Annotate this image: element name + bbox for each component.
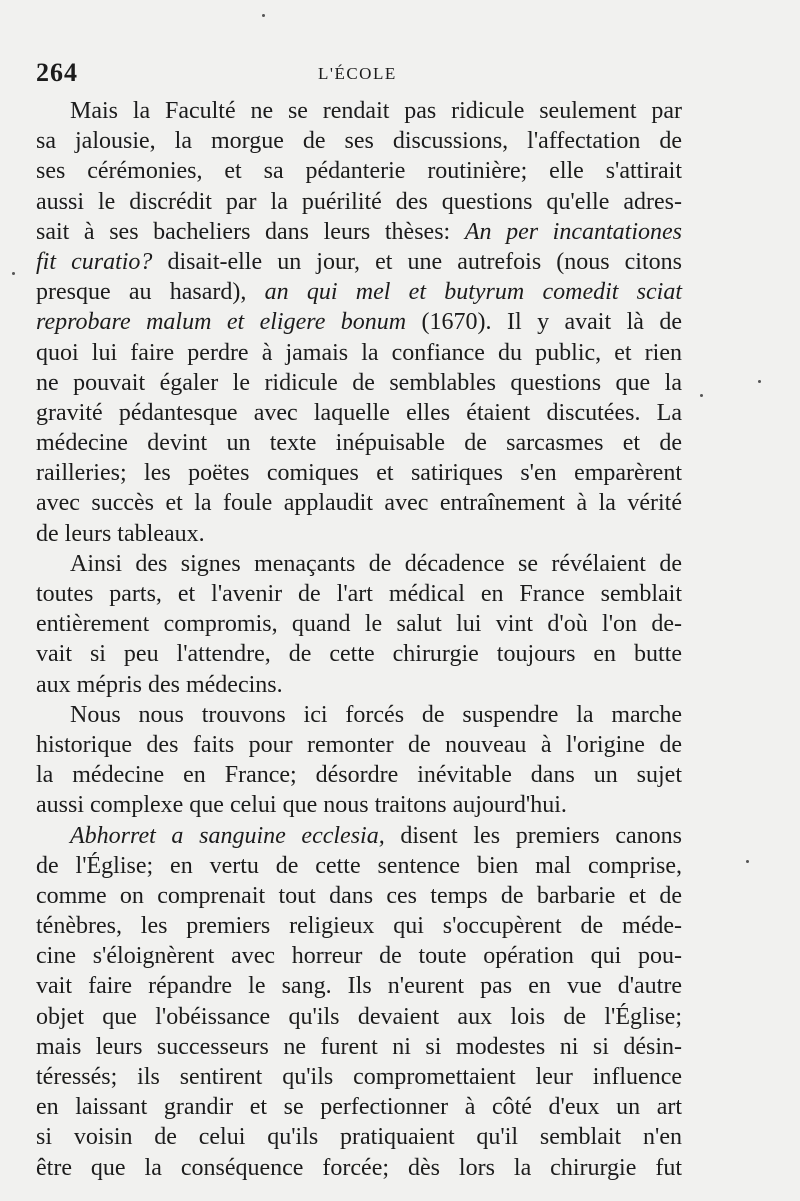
text-line [36,609,682,639]
text-line [36,971,682,1001]
text-line [36,458,682,488]
italic-latin-text: an qui mel et butyrum comedit sciat [264,279,683,306]
body-text [36,96,682,1183]
text-segment: en laissant grandir et se perfectionner à côté d'eux un art [36,1094,682,1121]
text-segment: la médecine en France; désordre inévitable dans un sujet [36,762,682,789]
text-line [36,670,682,700]
text-segment: disent les premiers canons [384,822,682,849]
text-line [36,338,682,368]
text-segment: railleries; les poëtes comiques et satiriques s'en emparèrent [36,460,682,487]
text-line [36,1153,682,1183]
text-segment: (1670). Il y avait là de [406,309,682,336]
text-segment: aussi le discrédit par la puérilité des questions qu'elle adres- [36,188,682,215]
text-line [36,760,682,790]
text-line [36,730,682,760]
text-segment: comme on comprenait tout dans ces temps de barbarie et de [36,882,682,909]
italic-latin-text: fit curatio? [36,248,153,275]
text-line [36,1032,682,1062]
text-line [36,1002,682,1032]
text-line [36,790,682,820]
text-segment: mais leurs successeurs ne furent ni si modestes ni si désin- [36,1033,682,1060]
text-segment: avec succès et la foule applaudit avec entraînement à la vérité [36,490,682,517]
text-line [36,247,682,277]
text-line [36,639,682,669]
text-segment: historique des faits pour remonter de nouveau à l'origine de [36,731,682,758]
text-line [36,488,682,518]
text-segment: Mais la Faculté ne se rendait pas ridicule seulement par [70,98,682,124]
text-line [36,851,682,881]
text-segment: aux mépris des médecins. [36,671,283,698]
text-segment: vait si peu l'attendre, de cette chirurgie toujours en butte [36,641,682,668]
text-segment: cine s'éloignèrent avec horreur de toute opération qui pou- [36,943,682,970]
text-segment: téressés; ils sentirent qu'ils compromettaient leur influence [36,1064,682,1090]
text-line [36,1062,682,1092]
text-line [36,1122,682,1152]
text-line [36,277,682,307]
text-line [36,428,682,458]
text-segment: disait-elle un jour, et une autrefois (nous citons [152,248,682,275]
scan-speck [746,860,749,863]
text-line [36,821,682,851]
text-segment: ses cérémonies, et sa pédanterie routinière; elle s'attirait [36,158,682,185]
text-line [36,187,682,217]
text-line [36,519,682,549]
text-segment: sait à ses bacheliers dans leurs thèses: [36,218,465,245]
italic-latin-text: An per incantationes [464,218,682,245]
scan-speck [262,14,265,17]
text-segment: médecine devint un texte inépuisable de sarcasmes et de [36,430,682,457]
text-segment: vait faire répandre le sang. Ils n'eurent pas en vue d'autre [36,973,682,1000]
text-line [36,126,682,156]
text-segment: Ainsi des signes menaçants de décadence se révélaient de [70,550,682,577]
scan-speck [758,380,761,383]
text-segment: de leurs tableaux. [36,520,205,547]
page-header [36,58,680,90]
text-line [36,579,682,609]
text-segment: gravité pédantesque avec laquelle elles étaient discutées. La [36,399,682,426]
running-head: L'ÉCOLE [318,64,397,83]
text-line [36,1092,682,1122]
scan-speck [12,272,15,275]
italic-latin-text: reprobare malum et eligere bonum [36,309,407,336]
text-segment: Nous nous trouvons ici forcés de suspendre la marche [70,701,682,728]
text-segment: de l'Église; en vertu de cette sentence bien mal comprise, [36,852,682,879]
text-segment: presque au hasard), [36,279,265,306]
text-line [36,941,682,971]
text-line [36,881,682,911]
text-segment: ne pouvait égaler le ridicule de semblables questions que la [36,369,682,396]
page-number: 264 [36,58,78,87]
text-segment: quoi lui faire perdre à jamais la confiance du public, et rien [36,339,682,366]
text-line [36,700,682,730]
text-line [36,398,682,428]
text-segment: toutes parts, et l'avenir de l'art médical en France semblait [36,581,682,607]
text-segment: entièrement compromis, quand le salut lui vint d'où l'on de- [36,611,682,638]
text-segment: être que la conséquence forcée; dès lors la chirurgie fut [36,1154,682,1181]
italic-latin-text: Abhorret a sanguine ecclesia, [70,822,385,849]
text-segment: ténèbres, les premiers religieux qui s'occupèrent de méde- [36,913,682,940]
scan-speck [700,394,703,397]
text-line [36,368,682,398]
text-segment: si voisin de celui qu'ils pratiquaient qu'il semblait n'en [36,1124,682,1151]
text-line [36,217,682,247]
text-segment: sa jalousie, la morgue de ses discussions, l'affectation de [36,128,682,155]
text-line [36,156,682,186]
text-line [36,549,682,579]
text-line [36,307,682,337]
text-line [36,96,682,126]
text-line [36,911,682,941]
text-segment: aussi complexe que celui que nous traitons aujourd'hui. [36,792,567,819]
text-segment: objet que l'obéissance qu'ils devaient aux lois de l'Église; [36,1003,682,1030]
